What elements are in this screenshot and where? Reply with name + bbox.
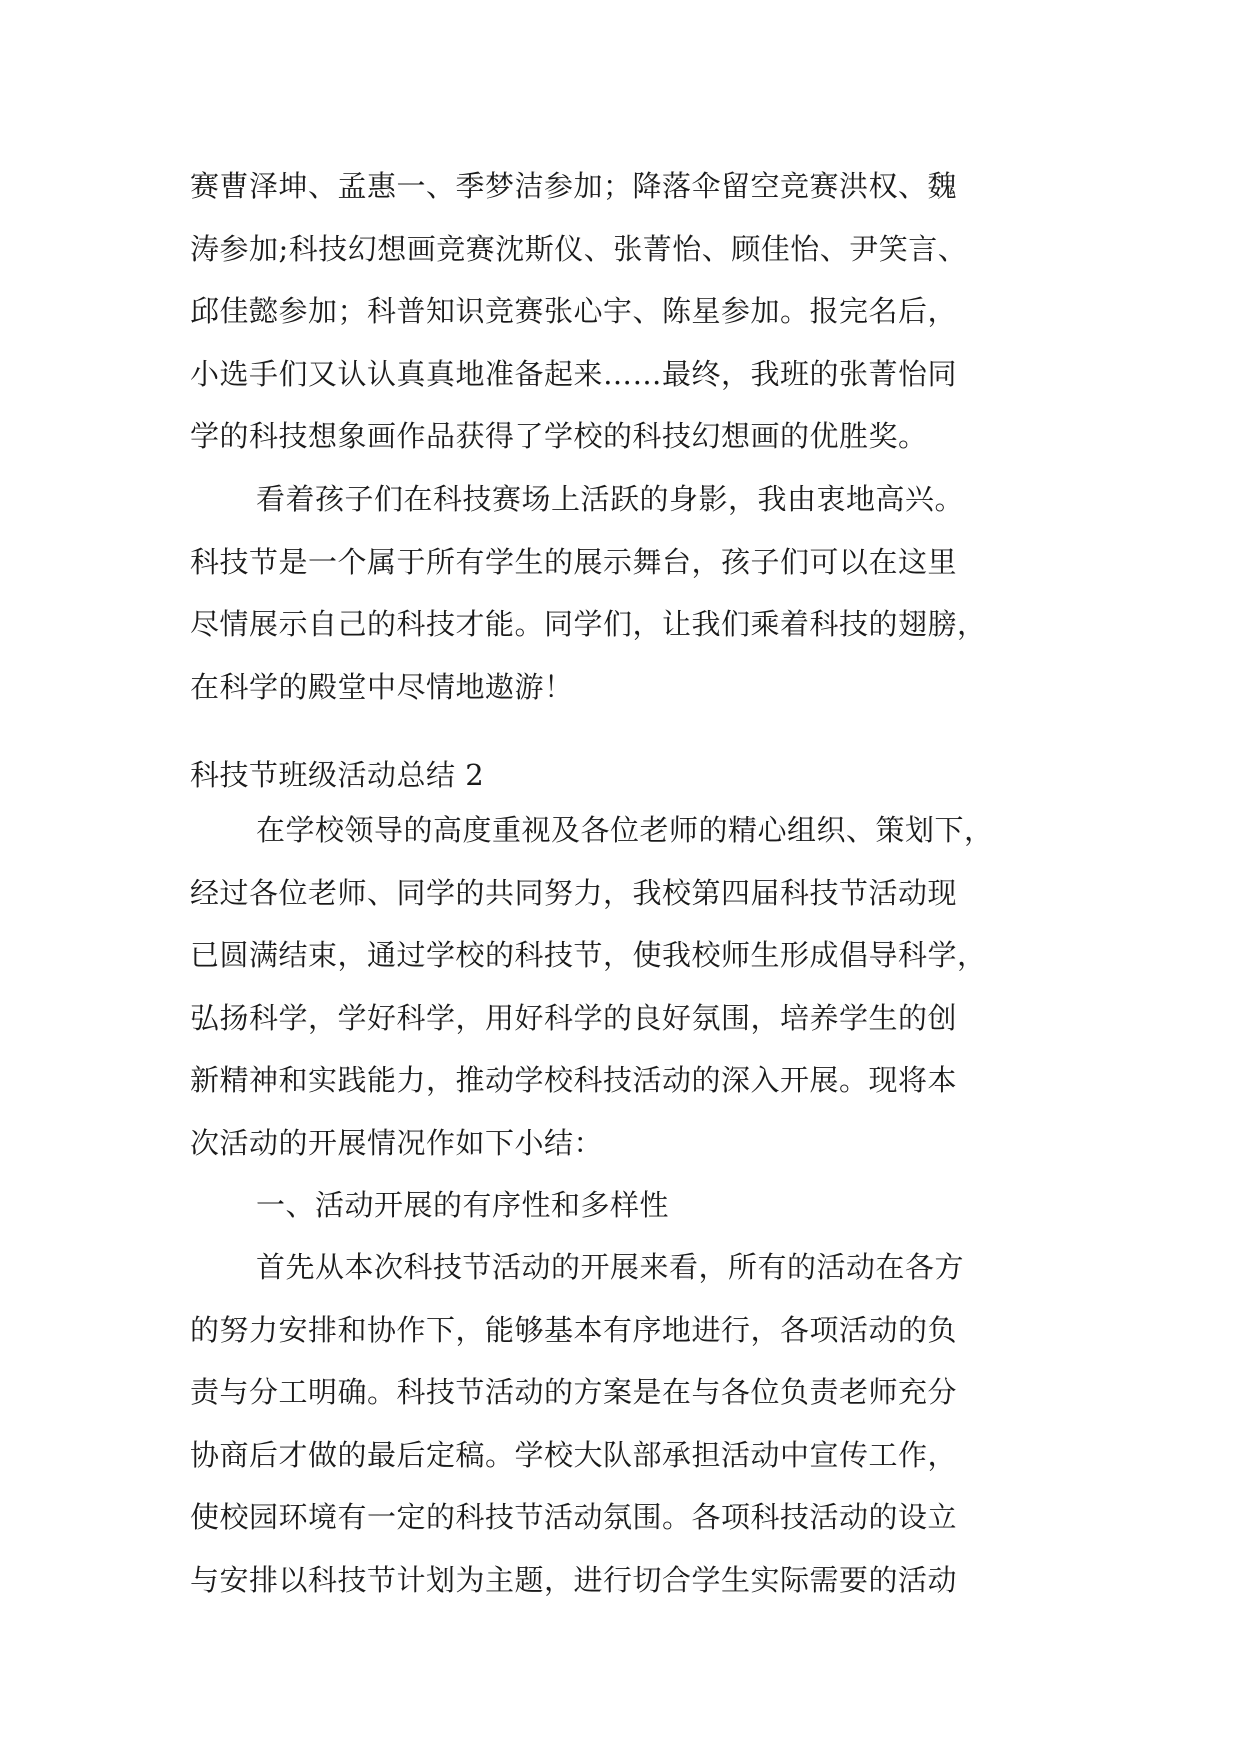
text-line: 使校园环境有一定的科技节活动氛围。各项科技活动的设立 [190, 1500, 958, 1534]
text-line: 首先从本次科技节活动的开展来看，所有的活动在各方 [256, 1250, 965, 1284]
paragraph-intro [190, 799, 1090, 1174]
text-line: 小选手们又认认真真地准备起来……最终，我班的张菁怡同 [190, 356, 958, 391]
section-title: 科技节班级活动总结 2 [190, 758, 485, 792]
paragraph-body [190, 1236, 1090, 1611]
text-line: 尽情展示自己的科技才能。同学们，让我们乘着科技的翅膀， [190, 607, 987, 641]
text-line: 赛曹泽坤、孟惠一、季梦洁参加；降落伞留空竞赛洪权、魏 [190, 169, 958, 203]
subheading-block [190, 1174, 1090, 1237]
text-line: 责与分工明确。科技节活动的方案是在与各位负责老师充分 [190, 1375, 958, 1409]
text-line: 科技节是一个属于所有学生的展示舞台，孩子们可以在这里 [190, 544, 958, 579]
subheading: 一、活动开展的有序性和多样性 [256, 1188, 670, 1222]
text-line: 经过各位老师、同学的共同努力，我校第四届科技节活动现 [190, 875, 958, 910]
text-line: 次活动的开展情况作如下小结： [190, 1125, 604, 1160]
text-line: 的努力安排和协作下，能够基本有序地进行，各项活动的负 [190, 1312, 958, 1347]
text-line: 弘扬科学，学好科学，用好科学的良好氛围，培养学生的创 [190, 1000, 958, 1035]
text-line: 学的科技想象画作品获得了学校的科技幻想画的优胜奖。 [190, 419, 928, 453]
text-line: 已圆满结束，通过学校的科技节，使我校师生形成倡导科学， [190, 938, 987, 972]
text-line: 在学校领导的高度重视及各位老师的精心组织、策划下， [256, 813, 994, 847]
text-line: 协商后才做的最后定稿。学校大队部承担活动中宣传工作， [190, 1437, 958, 1472]
text-line: 与安排以科技节计划为主题，进行切合学生实际需要的活动 [190, 1562, 958, 1597]
text-line: 新精神和实践能力，推动学校科技活动的深入开展。现将本 [190, 1063, 958, 1097]
paragraph-continued [190, 155, 1090, 468]
paragraph-closing [190, 468, 1090, 718]
text-line: 在科学的殿堂中尽情地遨游！ [190, 669, 574, 704]
text-line: 看着孩子们在科技赛场上活跃的身影，我由衷地高兴。 [256, 482, 965, 516]
text-line: 邱佳懿参加；科普知识竞赛张心宇、陈星参加。报完名后， [190, 294, 958, 328]
text-line: 涛参加;科技幻想画竞赛沈斯仪、张菁怡、顾佳怡、尹笑言、 [190, 231, 968, 266]
section-title-block [190, 755, 1090, 795]
